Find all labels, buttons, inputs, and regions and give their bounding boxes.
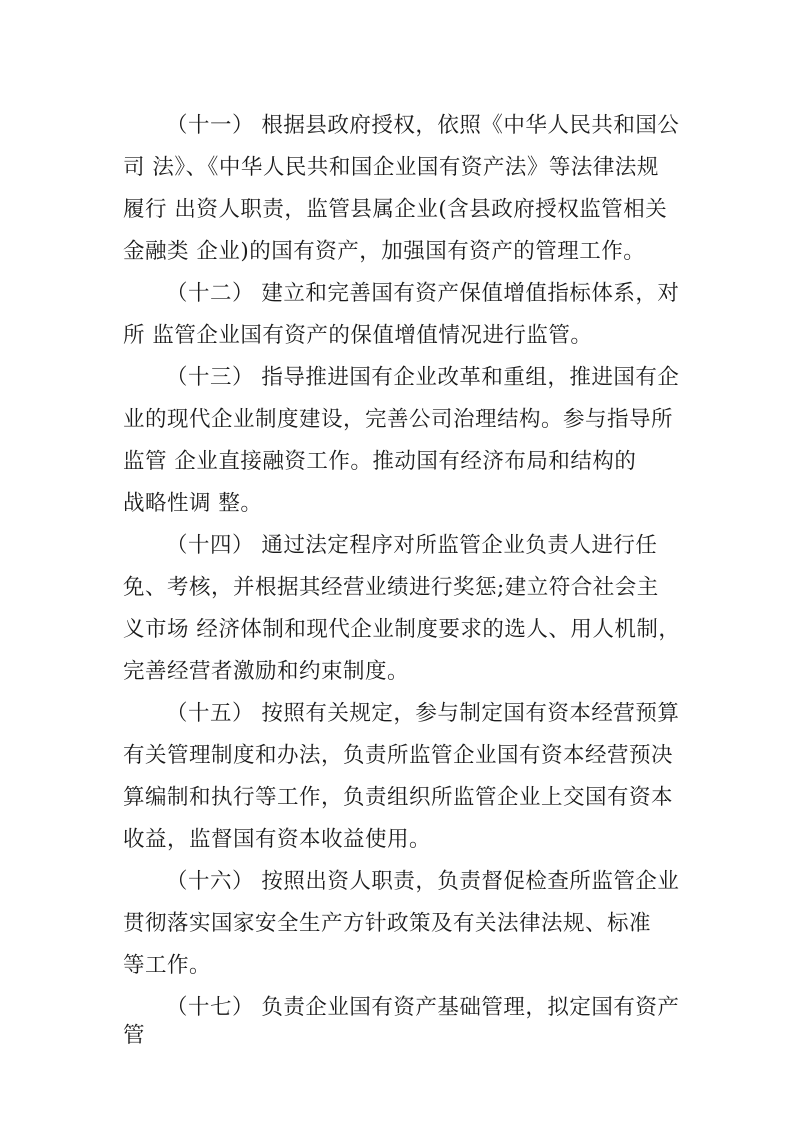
paragraph-14-line-3: 义市场 经济体制和现代企业制度要求的选人、用人机制， [123,617,681,642]
paragraph-16-line-2: 贯彻落实国家安全生产方针政策及有关法律法规、标准 [123,911,652,936]
paragraph-16-line-1: （十六） 按照出资人职责，负责督促检查所监管企业 [166,869,680,894]
paragraph-14-line-4: 完善经营者激励和约束制度。 [123,659,410,684]
paragraph-12-line-1: （十二） 建立和完善国有资产保值增值指标体系，对 [166,281,680,306]
paragraph-15-line-1: （十五） 按照有关规定，参与制定国有资本经营预算 [166,701,680,726]
paragraph-16-line-3: 等工作。 [123,953,212,978]
paragraph-12-line-2: 所 监管企业国有资产的保值增值情况进行监管。 [123,323,593,348]
paragraph-11-line-3: 履行 出资人职责，监管县属企业(含县政府授权监管相关 [123,197,668,222]
paragraph-13-line-2: 业的现代企业制度建设，完善公司治理结构。参与指导所 [123,407,674,432]
paragraph-11-line-2: 司 法》、《中华人民共和国企业国有资产法》等法律法规 [123,155,659,180]
paragraph-15-line-2: 有关管理制度和办法，负责所监管企业国有资本经营预决 [123,743,674,768]
paragraph-13-line-4: 战略性调 整。 [123,491,263,516]
paragraph-17-line-1: （十七） 负责企业国有资产基础管理，拟定国有资产 [166,995,680,1020]
paragraph-11-line-4: 金融类 企业)的国有资产，加强国有资产的管理工作。 [123,239,646,264]
paragraph-14-line-2: 免、考核，并根据其经营业绩进行奖惩;建立符合社会主 [123,575,659,600]
paragraph-14-line-1: （十四） 通过法定程序对所监管企业负责人进行任 [166,533,658,558]
paragraph-15-line-4: 收益，监督国有资本收益使用。 [123,827,432,852]
paragraph-13-line-3: 监管 企业直接融资工作。推动国有经济布局和结构的 [123,449,637,474]
paragraph-15-line-3: 算编制和执行等工作，负责组织所监管企业上交国有资本 [123,785,674,810]
paragraph-17-line-2: 管 [123,1023,146,1048]
paragraph-13-line-1: （十三） 指导推进国有企业改革和重组，推进国有企 [166,365,680,390]
paragraph-11-line-1: （十一） 根据县政府授权，依照《中华人民共和国公 [166,113,680,138]
